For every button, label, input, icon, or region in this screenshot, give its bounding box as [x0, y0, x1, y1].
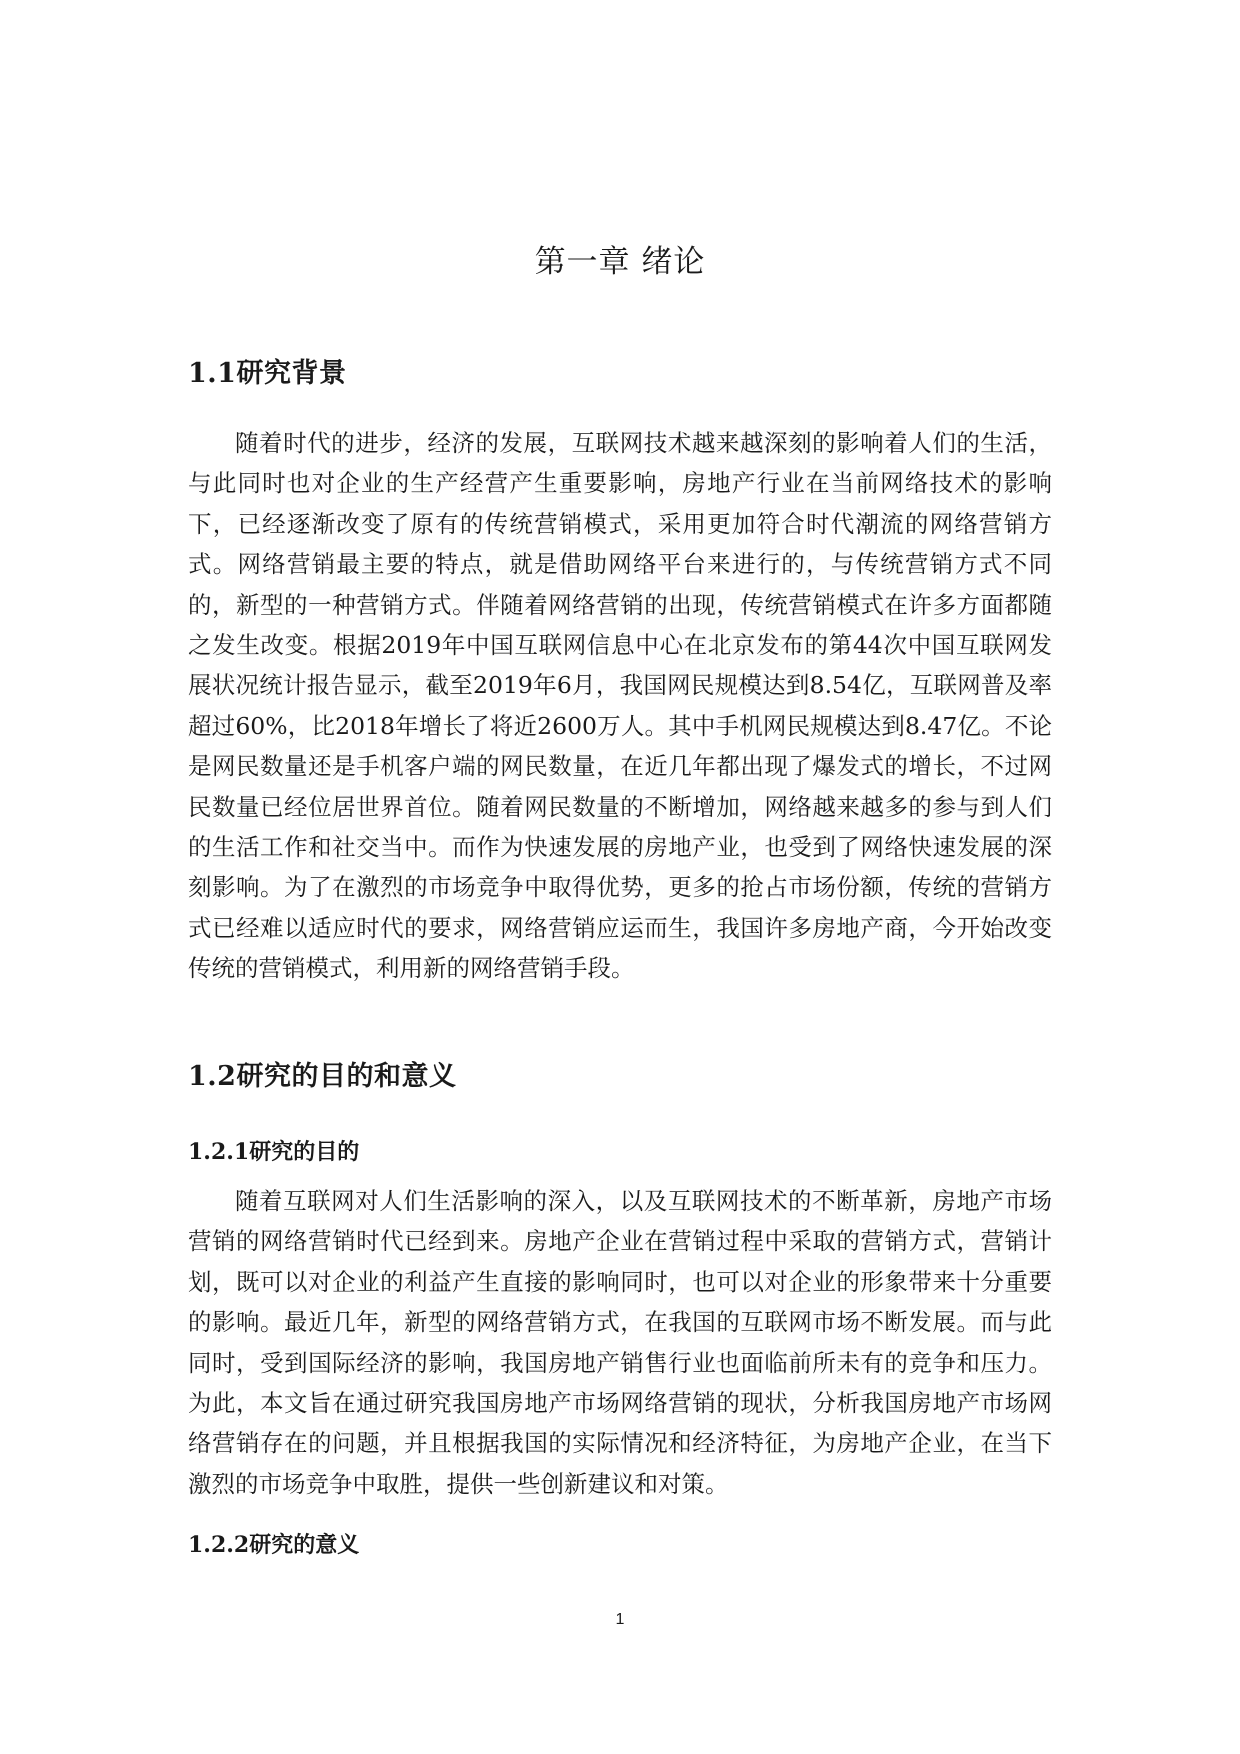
- section-heading-1-1: 1.1研究背景: [188, 358, 347, 389]
- section-heading-1-2-1: 1.2.1研究的目的: [188, 1139, 360, 1165]
- chapter-title: 第一章 绪论: [534, 244, 706, 280]
- section-heading-1-2: 1.2研究的目的和意义: [188, 1061, 457, 1092]
- section-1-2-1-paragraph: 随着互联网对人们生活影响的深入，以及互联网技术的不断革新，房地产市场营销的网络营销时代已经到来。房地产企业在营销过程中采取的营销方式，营销计划，既可以对企业的利益产生直接的影响同时，也可以对企业的形象带来十分重要的影响。最近几年，新型的网络营销方式，在我国的互联网市场不断发展。而与此同时，受到国际经济的影响，我国房地产销售行业也面临前所未有的竞争和压力。为此，本文旨在通过研究我国房地产市场网络营销的现状，分析我国房地产市场网络营销存在的问题，并且根据我国的实际情况和经济特征，为房地产企业，在当下激烈的市场竞争中取胜，提供一些创新建议和对策。: [188, 1187, 1052, 1498]
- section-heading-1-2-2: 1.2.2研究的意义: [188, 1532, 360, 1558]
- section-1-1-paragraph: 随着时代的进步，经济的发展，互联网技术越来越深刻的影响着人们的生活，与此同时也对企业的生产经营产生重要影响，房地产行业在当前网络技术的影响下，已经逐渐改变了原有的传统营销模式，采用更加符合时代潮流的网络营销方式。网络营销最主要的特点，就是借助网络平台来进行的，与传统营销方式不同的，新型的一种营销方式。伴随着网络营销的出现，传统营销模式在许多方面都随之发生改变。根据2019年中国互联网信息中心在北京发布的第44次中国互联网发展状况统计报告显示，截至2019年6月，我国网民规模达到8.54亿，互联网普及率超过60%，比2018年增长了将近2600万人。其中手机网民规模达到8.47亿。不论是网民数量还是手机客户端的网民数量，在近几年都出现了爆发式的增长，不过网民数量已经位居世界首位。随着网民数量的不断增加，网络越来越多的参与到人们的生活工作和社交当中。而作为快速发展的房地产业，也受到了网络快速发展的深刻影响。为了在激烈的市场竞争中取得优势，更多的抢占市场份额，传统的营销方式已经难以适应时代的要求，网络营销应运而生，我国许多房地产商，今开始改变传统的营销模式，利用新的网络营销手段。: [188, 429, 1052, 983]
- page-number: 1: [615, 1611, 625, 1628]
